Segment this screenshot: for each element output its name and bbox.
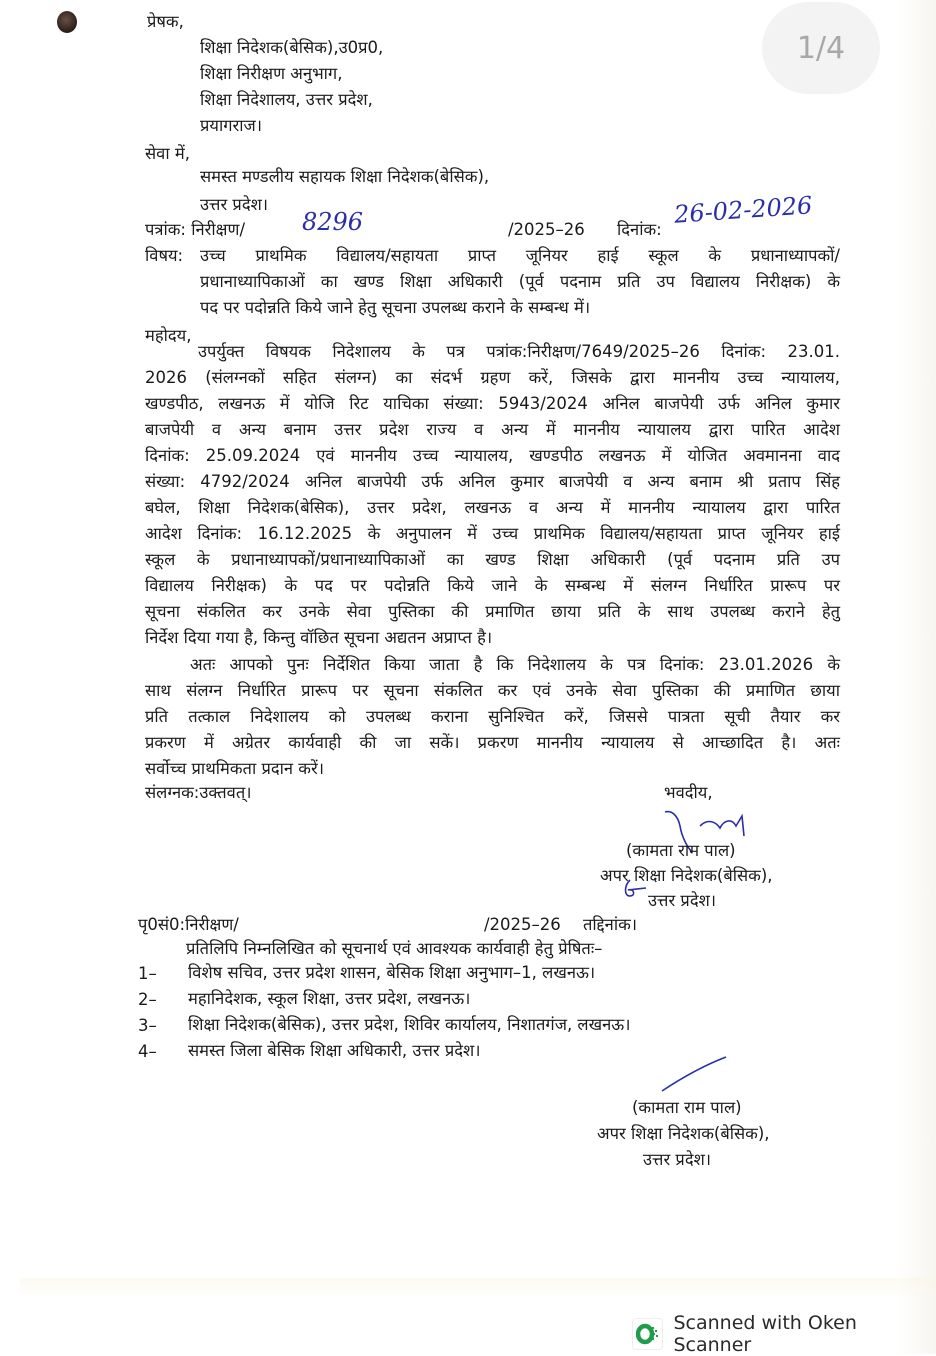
page-indicator-text: 1/4 xyxy=(796,30,846,66)
initial-mark xyxy=(620,878,650,902)
scanner-watermark xyxy=(632,1312,936,1356)
signatory-name: (कामता राम पाल) xyxy=(626,841,736,860)
paragraph-line: 2026 (संलग्नकों सहित संलग्न) का संदर्भ ग्रहण करें, जिसके द्वारा माननीय उच्च न्यायालय, xyxy=(145,368,840,387)
copy-list-number: 4– xyxy=(138,1042,157,1061)
paragraph-line: खण्डपीठ, लखनऊ में योजि रिट याचिका संख्या: 5943/2024 अनिल बाजपेयी उर्फ अनिल कुमार xyxy=(145,394,840,413)
copy-ref-year: /2025–26 xyxy=(484,915,561,934)
ref-date-label: दिनांक: xyxy=(617,220,662,239)
punch-hole-mark xyxy=(57,11,77,33)
paragraph-line: दिनांक: 25.09.2024 एवं माननीय उच्च न्यायालय, खण्डपीठ लखनऊ में योजित अवमानना वाद xyxy=(145,446,840,465)
copy-list-number: 2– xyxy=(138,990,157,1009)
recipient-line: उत्तर प्रदेश। xyxy=(200,195,269,214)
paragraph-line: सूचना संकलित कर उनके सेवा पुस्तिका की प्रमाणित छाया प्रति के साथ उपलब्ध कराने हेतु xyxy=(145,602,840,621)
handwritten-date: 26-02-2026 xyxy=(673,191,814,229)
oken-logo-icon xyxy=(632,1318,663,1350)
sender-line: शिक्षा निदेशालय, उत्तर प्रदेश, xyxy=(200,90,373,109)
paragraph-line: बाजपेयी व अन्य बनाम उत्तर प्रदेश राज्य व अन्य में माननीय न्यायालय द्वारा पारित आदेश xyxy=(145,420,840,439)
sender-label: प्रेषक, xyxy=(147,12,184,31)
signature-stroke xyxy=(660,1055,730,1095)
page-edge-shadow xyxy=(896,0,936,1354)
signatory-name-2: (कामता राम पाल) xyxy=(632,1098,742,1117)
sender-line: शिक्षा निरीक्षण अनुभाग, xyxy=(200,64,343,83)
subject-label: विषय: xyxy=(145,246,184,265)
copy-list-item: महानिदेशक, स्कूल शिक्षा, उत्तर प्रदेश, लखनऊ। xyxy=(188,989,471,1008)
paragraph-line: प्रति तत्काल निदेशालय को उपलब्ध कराना सुनिश्चित करें, जिससे पात्रता सूची तैयार कर xyxy=(145,707,840,726)
copy-list-number: 3– xyxy=(138,1016,157,1035)
page-bottom-edge xyxy=(20,1278,936,1298)
sender-line: प्रयागराज। xyxy=(200,116,263,135)
copy-ref-date: तद्दिनांक। xyxy=(583,915,638,934)
sender-line: शिक्षा निदेशक(बेसिक),उ0प्र0, xyxy=(200,38,384,57)
paragraph-line: सर्वोच्च प्राथमिकता प्रदान करें। xyxy=(145,759,324,778)
signatory-designation: अपर शिक्षा निदेशक(बेसिक), xyxy=(600,866,773,885)
paragraph-line: संख्या: 4792/2024 अनिल बाजपेयी उर्फ अनिल कुमार बाजपेयी व अन्य बनाम श्री प्रताप सिंह xyxy=(145,472,840,491)
copy-list-number: 1– xyxy=(138,964,157,983)
signatory-state: उत्तर प्रदेश। xyxy=(648,891,717,910)
copy-list-item: विशेष सचिव, उत्तर प्रदेश शासन, बेसिक शिक्षा अनुभाग–1, लखनऊ। xyxy=(188,963,596,982)
copy-intro: प्रतिलिपि निम्नलिखित को सूचनार्थ एवं आवश्यक कार्यवाही हेतु प्रेषितः– xyxy=(186,939,603,958)
enclosure-note: संलग्नक:उक्तवत्। xyxy=(145,783,252,802)
copy-list-item: समस्त जिला बेसिक शिक्षा अधिकारी, उत्तर प्रदेश। xyxy=(188,1041,481,1060)
ref-year: /2025–26 xyxy=(508,220,585,239)
recipient-line: समस्त मण्डलीय सहायक शिक्षा निदेशक(बेसिक), xyxy=(200,167,490,186)
paragraph-line: विद्यालय निरीक्षक) के पद पर पदोन्नति किये जाने के सम्बन्ध में संलग्न निर्धारित प्रारूप पर xyxy=(145,576,840,595)
paragraph-line: प्रकरण में अग्रेतर कार्यवाही की जा सकें। प्रकरण माननीय न्यायालय से आच्छादित है। अतः xyxy=(145,733,840,752)
closing: भवदीय, xyxy=(664,783,713,802)
subject-line: उच्च प्राथमिक विद्यालय/सहायता प्राप्त जूनियर हाई स्कूल के प्रधानाध्यापकों/ xyxy=(200,246,840,265)
signatory-state-2: उत्तर प्रदेश। xyxy=(643,1150,712,1169)
paragraph-line: अतः आपको पुनः निर्देशित किया जाता है कि निदेशालय के पत्र दिनांक: 23.01.2026 के xyxy=(190,655,840,674)
paragraph-line: निर्देश दिया गया है, किन्तु वॉछित सूचना अद्यतन अप्राप्त है। xyxy=(145,628,493,647)
subject-line: पद पर पदोन्नति किये जाने हेतु सूचना उपलब्ध कराने के सम्बन्ध में। xyxy=(200,298,591,317)
paragraph-line: साथ संलग्न निर्धारित प्रारूप पर सूचना संकलित कर एवं उनके सेवा पुस्तिका की प्रमाणित छाया xyxy=(145,681,840,700)
signatory-designation-2: अपर शिक्षा निदेशक(बेसिक), xyxy=(597,1124,770,1143)
paragraph-line: बघेल, शिक्षा निदेशक(बेसिक), उत्तर प्रदेश, लखनऊ व अन्य में माननीय न्यायालय द्वारा पारित xyxy=(145,498,840,517)
page-indicator[interactable] xyxy=(762,2,880,94)
paragraph-line: उपर्युक्त विषयक निदेशालय के पत्र पत्रांक:निरीक्षण/7649/2025–26 दिनांक: 23.01. xyxy=(198,342,840,361)
copy-ref-label: पृ0सं0:निरीक्षण/ xyxy=(138,915,239,934)
recipient-label: सेवा में, xyxy=(145,144,190,163)
paragraph-line: स्कूल के प्रधानाध्यापकों/प्रधानाध्यापिकाओं का खण्ड शिक्षा अधिकारी (पूर्व पदनाम प्रति उप xyxy=(145,550,840,569)
ref-label: पत्रांक: निरीक्षण/ xyxy=(145,220,246,239)
subject-line: प्रधानाध्यापिकाओं का खण्ड शिक्षा अधिकारी (पूर्व पदनाम प्रति उप विद्यालय निरीक्षक) के xyxy=(200,272,840,291)
scanner-brand-text: Scanned with Oken Scanner xyxy=(673,1312,857,1356)
handwritten-ref-number: 8296 xyxy=(302,208,364,236)
paragraph-line: आदेश दिनांक: 16.12.2025 के अनुपालन में उच्च प्राथमिक विद्यालय/सहायता प्राप्त जूनियर हाई xyxy=(145,524,840,543)
copy-list-item: शिक्षा निदेशक(बेसिक), उत्तर प्रदेश, शिविर कार्यालय, निशातगंज, लखनऊ। xyxy=(188,1015,631,1034)
salutation: महोदय, xyxy=(145,326,192,345)
